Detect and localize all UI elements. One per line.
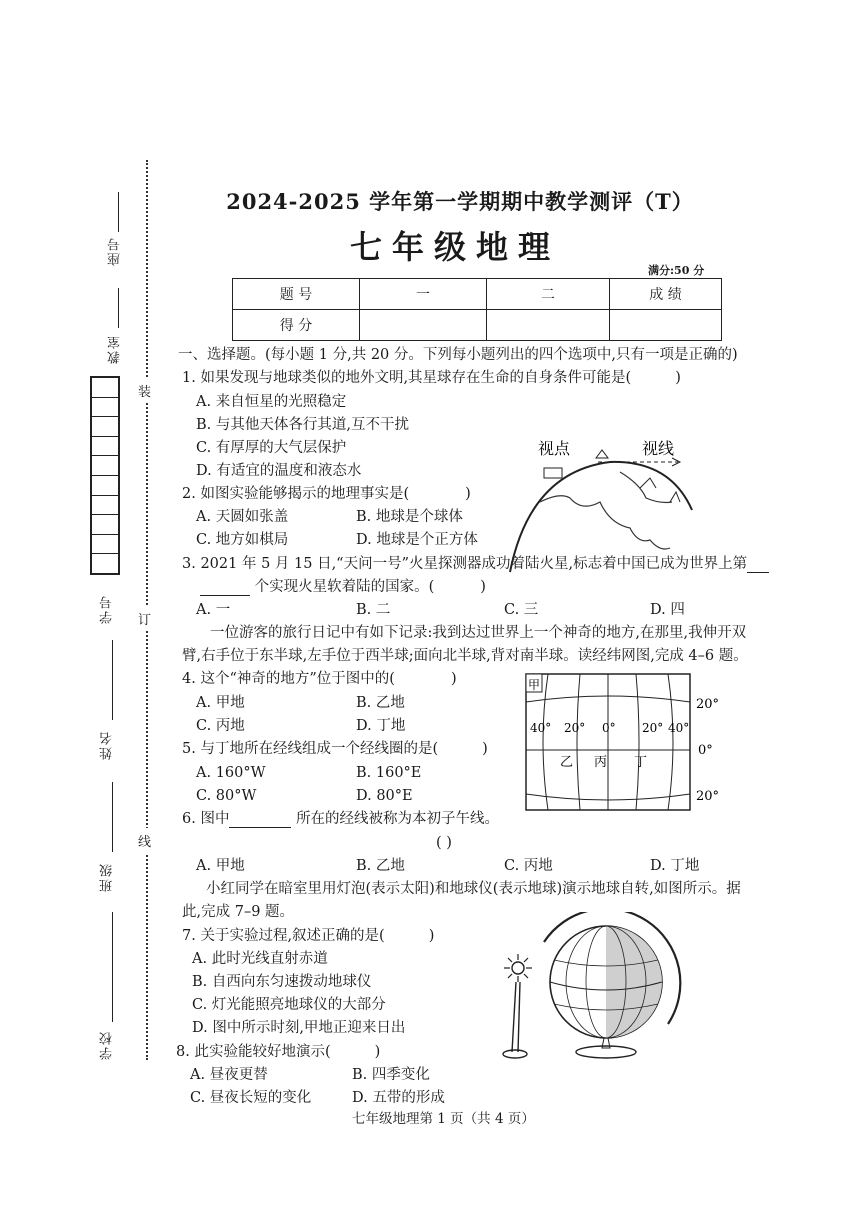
- q8-option-b[interactable]: B. 四季变化: [352, 1067, 430, 1083]
- q3-close: ): [480, 579, 486, 595]
- room-label: 教室: [108, 334, 123, 364]
- q5-option-a[interactable]: A. 160°W: [196, 765, 266, 781]
- class-line: [112, 782, 113, 852]
- q3-stem: [182, 555, 769, 573]
- q3-stem2: 个实现火星软着陆的国家。(: [254, 579, 435, 595]
- class-label: 班级: [100, 862, 115, 892]
- grid-lon-40e: 40°: [668, 721, 690, 735]
- passage1-line2: 臂,右手位于东半球,左手位于西半球;面向北半球,背对南半球。读经纬网图,完成 4–6 题。: [182, 648, 748, 664]
- q6-paren: ( ): [436, 835, 452, 851]
- score-row-label: 得 分: [233, 310, 360, 341]
- q8-stem: [176, 1043, 380, 1061]
- q3-stem-text: 3. 2021 年 5 月 15 日,“天问一号”火星探测器成功着陆火星,标志着中国已成为世界上第: [182, 556, 748, 572]
- page-footer: 七年级地理第 1 页（共 4 页）: [352, 1111, 535, 1127]
- q4-option-d[interactable]: D. 丁地: [356, 718, 406, 734]
- q7-option-c[interactable]: C. 灯光能照亮地球仪的大部分: [192, 997, 386, 1013]
- q1-option-a[interactable]: A. 来自恒星的光照稳定: [196, 394, 347, 410]
- name-line: [112, 640, 113, 720]
- q3-option-c[interactable]: C. 三: [504, 602, 539, 618]
- score-cell-total[interactable]: [610, 310, 722, 341]
- grid-lon-20e: 20°: [642, 721, 664, 735]
- q6-option-a[interactable]: A. 甲地: [196, 858, 245, 874]
- grid-ding: 丁: [634, 755, 648, 770]
- q6-stem-text: 6. 图中: [182, 811, 230, 827]
- score-cell-part2[interactable]: [487, 310, 610, 341]
- q6-option-b[interactable]: B. 乙地: [356, 858, 405, 874]
- q1-option-b[interactable]: B. 与其他天体各行其道,互不干扰: [196, 417, 409, 433]
- q6-option-d[interactable]: D. 丁地: [650, 858, 700, 874]
- q2-option-d[interactable]: D. 地球是个正方体: [356, 532, 478, 548]
- score-cell-part1[interactable]: [360, 310, 487, 341]
- fig1-viewpoint: 视点: [538, 439, 571, 458]
- q5-option-b[interactable]: B. 160°E: [356, 765, 422, 781]
- seat-label: 座号: [108, 236, 123, 266]
- school-line: [112, 912, 113, 1022]
- q2-option-b[interactable]: B. 地球是个球体: [356, 509, 463, 525]
- lat-long-grid-figure: [522, 668, 728, 816]
- student-id-boxes[interactable]: [90, 376, 120, 575]
- q8-option-d[interactable]: D. 五带的形成: [352, 1090, 445, 1106]
- q5-option-d[interactable]: D. 80°E: [356, 788, 413, 804]
- score-table: [232, 278, 722, 341]
- observer-icon: [596, 450, 608, 458]
- grid-lat-20s: 20°: [696, 789, 720, 804]
- q3-option-a[interactable]: A. 一: [196, 602, 231, 618]
- earth-curvature-figure: [500, 432, 700, 574]
- q2-option-a[interactable]: A. 天圆如张盖: [196, 509, 289, 525]
- q5-stem: [182, 740, 488, 758]
- q3-stem-line2: [200, 578, 486, 596]
- exam-title: 2024-2025 学年第一学期期中教学测评（T）: [226, 189, 694, 214]
- q2-stem-text: 2. 如图实验能够揭示的地理事实是(: [182, 486, 410, 502]
- grid-lon-40w: 40°: [530, 721, 552, 735]
- q1-close: ): [675, 370, 681, 386]
- q4-stem-text: 4. 这个“神奇的地方”位于图中的(: [182, 671, 395, 687]
- passage1-line1: 一位游客的旅行日记中有如下记录:我到达过世界上一个神奇的地方,在那里,我伸开双: [210, 625, 747, 641]
- q7-close: ): [428, 928, 435, 944]
- q3-option-b[interactable]: B. 二: [356, 602, 391, 618]
- binding-zhuang: 装: [138, 378, 151, 403]
- coastline: [540, 496, 670, 549]
- score-head-total: 成 绩: [610, 279, 722, 310]
- score-head-part2: 二: [487, 279, 610, 310]
- school-label: 学校: [100, 1030, 115, 1060]
- grid-bing: 丙: [594, 755, 608, 770]
- lamp-globe-figure: [496, 912, 696, 1072]
- exam-subject: 七年级地理: [349, 228, 560, 266]
- grid-jia: 甲: [528, 678, 541, 692]
- score-head-number: 题 号: [233, 279, 360, 310]
- q8-option-a[interactable]: A. 昼夜更替: [190, 1067, 268, 1083]
- q5-stem-text: 5. 与丁地所在经线组成一个经线圈的是(: [182, 741, 439, 757]
- q6-stem: [182, 810, 499, 828]
- q7-option-b[interactable]: B. 自西向东匀速拨动地球仪: [192, 974, 372, 990]
- lamp-icon: [503, 954, 532, 1058]
- q4-option-a[interactable]: A. 甲地: [196, 695, 245, 711]
- q8-stem-text: 8. 此实验能较好地演示(: [176, 1044, 331, 1060]
- q8-option-c[interactable]: C. 昼夜长短的变化: [190, 1090, 312, 1106]
- q1-stem-text: 1. 如果发现与地球类似的地外文明,其星球存在生命的自身条件可能是(: [182, 370, 632, 386]
- globe-icon: [544, 912, 680, 1058]
- binding-xian: 线: [138, 828, 151, 853]
- score-head-part1: 一: [360, 279, 487, 310]
- q4-option-c[interactable]: C. 丙地: [196, 718, 245, 734]
- q8-close: ): [374, 1044, 381, 1060]
- student-id-label: 学号: [100, 594, 115, 624]
- fig1-sightline: 视线: [642, 439, 675, 458]
- ship-1-icon: [544, 468, 562, 478]
- grid-lat-20n: 20°: [696, 697, 720, 712]
- q4-option-b[interactable]: B. 乙地: [356, 695, 405, 711]
- q6-option-c[interactable]: C. 丙地: [504, 858, 553, 874]
- q1-option-d[interactable]: D. 有适宜的温度和液态水: [196, 463, 362, 479]
- q7-stem: [182, 927, 434, 945]
- ship-3-icon: [670, 492, 680, 502]
- q4-close: ): [450, 671, 457, 687]
- grid-lon-20w: 20°: [564, 721, 586, 735]
- q1-option-c[interactable]: C. 有厚厚的大气层保护: [196, 440, 347, 456]
- q7-option-d[interactable]: D. 图中所示时刻,甲地正迎来日出: [192, 1020, 406, 1036]
- binding-ding: 订: [138, 606, 151, 631]
- grid-lon-0: 0°: [602, 721, 616, 735]
- q4-stem: [182, 670, 457, 688]
- q2-close: ): [465, 486, 471, 502]
- q5-option-c[interactable]: C. 80°W: [196, 788, 257, 804]
- q5-close: ): [482, 741, 488, 757]
- room-line: [118, 288, 119, 328]
- section1-heading: 一、选择题。(每小题 1 分,共 20 分。下列每小题列出的四个选项中,只有一项是正确的): [178, 347, 738, 363]
- ship-2-icon: [640, 478, 656, 488]
- q7-option-a[interactable]: A. 此时光线直射赤道: [192, 951, 328, 967]
- q7-stem-text: 7. 关于实验过程,叙述正确的是(: [182, 928, 385, 944]
- q3-option-d[interactable]: D. 四: [650, 602, 685, 618]
- full-score: 满分:50 分: [648, 264, 705, 277]
- grid-lat-0: 0°: [698, 743, 713, 758]
- grid-yi: 乙: [560, 755, 574, 770]
- name-label: 姓名: [100, 730, 115, 760]
- q6-stem2: 所在的经线被称为本初子午线。: [296, 811, 500, 827]
- q1-stem: [182, 369, 681, 387]
- q2-option-c[interactable]: C. 地方如棋局: [196, 532, 289, 548]
- passage2-line2: 此,完成 7–9 题。: [182, 904, 295, 920]
- q2-stem: [182, 485, 471, 503]
- passage2-line1: 小红同学在暗室里用灯泡(表示太阳)和地球仪(表示地球)演示地球自转,如图所示。据: [206, 881, 741, 897]
